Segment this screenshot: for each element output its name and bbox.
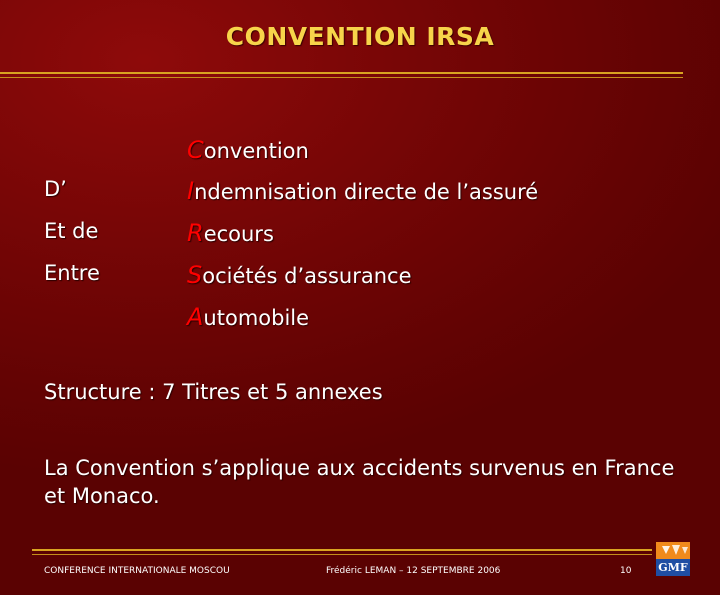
footer-presenter: Frédéric LEMAN – 12 SEPTEMBRE 2006 (326, 566, 501, 576)
structure-text: Structure : 7 Titres et 5 annexes (44, 380, 383, 404)
acronym-capital: C (187, 136, 204, 164)
acronym-rest: ndemnisation directe de l’assuré (194, 180, 539, 204)
acronym-rest: onvention (203, 139, 309, 163)
footer-rule (32, 549, 652, 551)
acronym-prefix: Et de (44, 219, 99, 243)
slide-title: CONVENTION IRSA (225, 22, 495, 51)
acronym-rest: ociétés d’assurance (202, 264, 412, 288)
acronym-rest: utomobile (203, 306, 310, 330)
acronym-prefix: Entre (44, 261, 100, 285)
acronym-row-convention (187, 136, 309, 164)
acronym-capital: S (187, 261, 203, 289)
acronym-prefix: D’ (44, 177, 67, 201)
footer-rule-thin (32, 554, 652, 555)
acronym-capital: A (187, 303, 204, 331)
acronym-row-indemnisation (187, 177, 538, 205)
acronym-row-recours (187, 219, 274, 247)
title-rule (0, 72, 683, 74)
acronym-rest: ecours (203, 222, 274, 246)
acronym-row-automobile (187, 303, 309, 331)
page-number: 10 (620, 566, 632, 576)
acronym-row-societes (187, 261, 412, 289)
acronym-capital: I (187, 177, 195, 205)
acronym-capital: R (187, 219, 204, 247)
gmf-logo-icon (656, 542, 690, 576)
footer-conference: CONFERENCE INTERNATIONALE MOSCOU (44, 566, 230, 576)
gmf-logo-text: GMF (658, 561, 688, 574)
scope-paragraph: La Convention s’applique aux accidents survenus en France et Monaco. (44, 456, 675, 508)
title-rule-thin (0, 77, 683, 78)
